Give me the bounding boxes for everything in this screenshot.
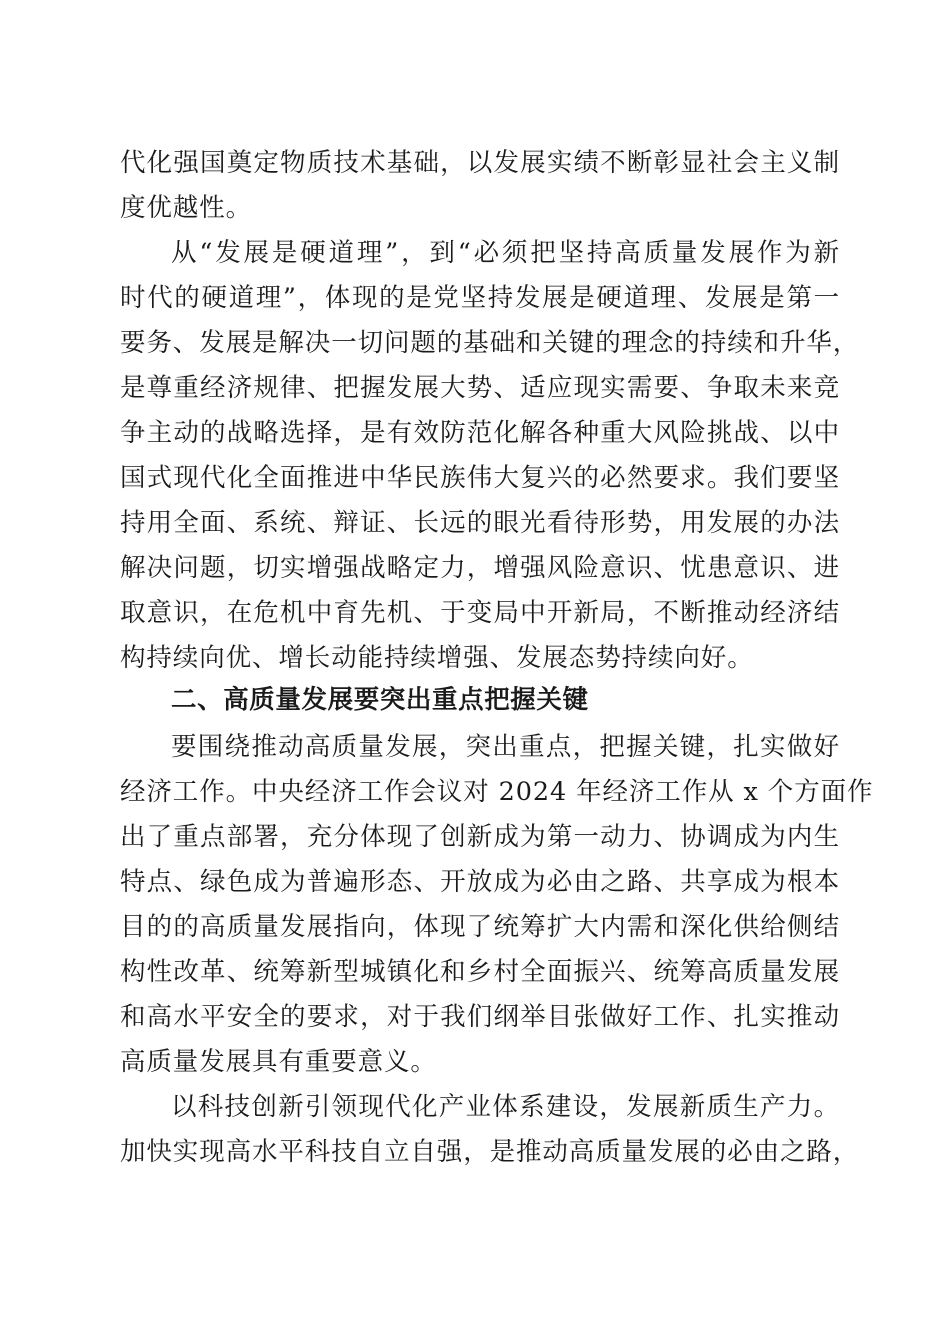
body-text-line: 代化强国奠定物质技术基础，以发展实绩不断彰显社会主义制 — [120, 148, 840, 178]
body-text-line: 争主动的战略选择，是有效防范化解各种重大风险挑战、以中 — [120, 418, 840, 448]
body-text-line: 要务、发展是解决一切问题的基础和关键的理念的持续和升华， — [120, 328, 860, 358]
body-text-line: 出了重点部署，充分体现了创新成为第一动力、协调成为内生 — [120, 822, 840, 852]
body-text-line: 解决问题，切实增强战略定力，增强风险意识、忧患意识、进 — [120, 553, 840, 583]
body-text-line: 是尊重经济规律、把握发展大势、适应现实需要、争取未来竞 — [120, 373, 840, 403]
body-text-line: 度优越性。 — [120, 193, 253, 223]
body-text-line: 国式现代化全面推进中华民族伟大复兴的必然要求。我们要坚 — [120, 463, 840, 493]
body-text-line: 时代的硬道理”，体现的是党坚持发展是硬道理、发展是第一 — [120, 283, 840, 313]
paragraph-first-line: 要围绕推动高质量发展，突出重点，把握关键，扎实做好 — [171, 732, 840, 762]
body-text-line: 构性改革、统筹新型城镇化和乡村全面振兴、统筹高质量发展 — [120, 957, 840, 987]
section-heading: 二、高质量发展要突出重点把握关键 — [171, 685, 589, 715]
body-text-line: 持用全面、系统、辩证、长远的眼光看待形势，用发展的办法 — [120, 508, 840, 538]
body-text-line: 经济工作。中央经济工作会议对 2024 年经济工作从 x 个方面作 — [120, 777, 874, 807]
body-text-line: 取意识，在危机中育先机、于变局中开新局，不断推动经济结 — [120, 598, 840, 628]
paragraph-first-line: 以科技创新引领现代化产业体系建设，发展新质生产力。 — [171, 1092, 840, 1122]
body-text-line: 加快实现高水平科技自立自强，是推动高质量发展的必由之路， — [120, 1137, 860, 1167]
paragraph-first-line: 从“发展是硬道理”，到“必须把坚持高质量发展作为新 — [171, 238, 840, 268]
body-text-line: 和高水平安全的要求，对于我们纲举目张做好工作、扎实推动 — [120, 1002, 840, 1032]
body-text-line: 构持续向优、增长动能持续增强、发展态势持续向好。 — [120, 643, 754, 673]
body-text-line: 高质量发展具有重要意义。 — [120, 1047, 437, 1077]
body-text-line: 目的的高质量发展指向，体现了统筹扩大内需和深化供给侧结 — [120, 912, 840, 942]
body-text-line: 特点、绿色成为普遍形态、开放成为必由之路、共享成为根本 — [120, 867, 840, 897]
